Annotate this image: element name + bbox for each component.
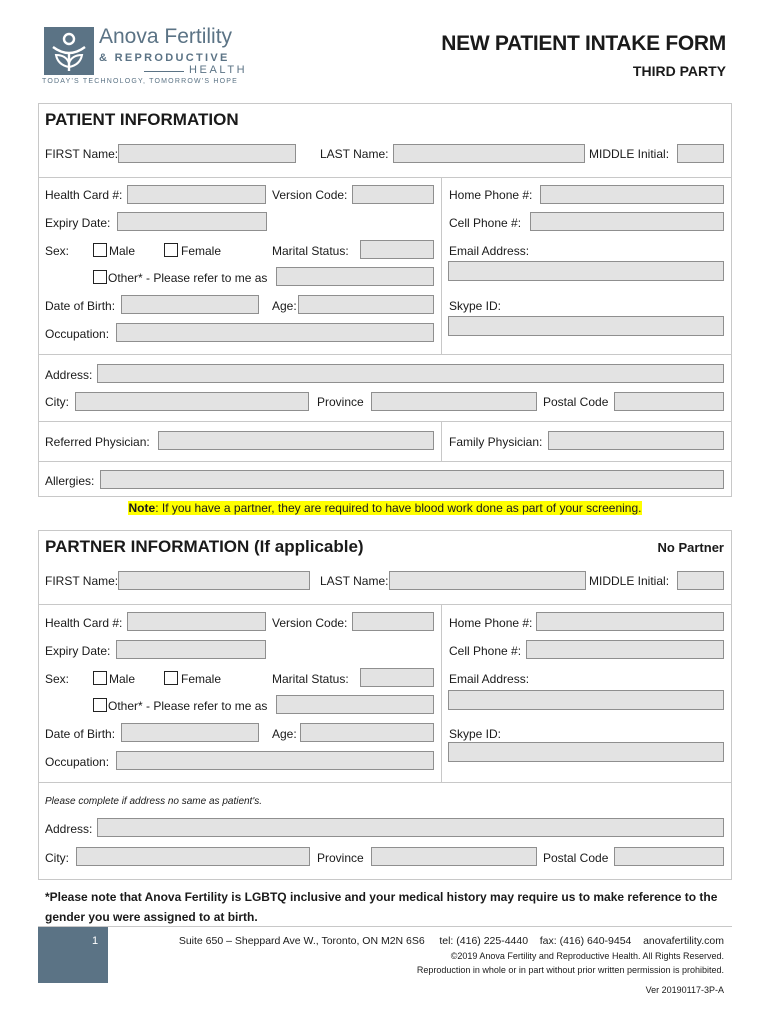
partner-cell-phone-label: Cell Phone #: (449, 644, 522, 658)
patient-age-field[interactable] (298, 295, 434, 314)
patient-sex-label: Sex: (45, 244, 70, 258)
lgbtq-disclaimer: *Please note that Anova Fertility is LGBTQ inclusive and your medical history may require us to make reference to the gender you were assigned to at birth. (45, 890, 718, 924)
partner-other-checkbox[interactable] (93, 698, 107, 712)
footer-copyright: ©2019 Anova Fertility and Reproductive Health. All Rights Reserved. (450, 951, 724, 961)
partner-address-label: Address: (45, 822, 93, 836)
patient-first-name-label: FIRST Name: (45, 147, 119, 161)
patient-home-phone-field[interactable] (540, 185, 724, 204)
partner-email-field[interactable] (448, 690, 724, 710)
patient-first-name-field[interactable] (118, 144, 296, 163)
patient-male-label: Male (109, 244, 136, 258)
partner-city-field[interactable] (76, 847, 310, 866)
divider (38, 604, 732, 605)
logo-rule (144, 71, 184, 72)
partner-middle-initial-label: MIDDLE Initial: (589, 574, 670, 588)
partner-age-field[interactable] (300, 723, 434, 742)
patient-province-label: Province (317, 395, 364, 409)
footer-version: Ver 20190117-3P-A (645, 985, 724, 995)
partner-version-code-label: Version Code: (272, 616, 348, 630)
patient-dob-field[interactable] (121, 295, 259, 314)
patient-family-field[interactable] (548, 431, 724, 450)
divider (38, 782, 732, 783)
partner-other-field[interactable] (276, 695, 434, 714)
partner-skype-field[interactable] (448, 742, 724, 762)
patient-heading: PATIENT INFORMATION (45, 110, 239, 129)
partner-postal-label: Postal Code (543, 851, 609, 865)
footer-reproduction: Reproduction in whole or in part without prior written permission is prohibited. (416, 965, 724, 975)
footer-tel: tel: (416) 225-4440 (439, 935, 529, 947)
patient-skype-label: Skype ID: (449, 299, 502, 313)
patient-allergies-label: Allergies: (45, 474, 95, 488)
footer-rule (38, 926, 732, 927)
divider (441, 177, 442, 354)
partner-city-label: City: (45, 851, 69, 865)
patient-last-name-field[interactable] (393, 144, 585, 163)
partner-occupation-field[interactable] (116, 751, 434, 770)
patient-version-code-field[interactable] (352, 185, 434, 204)
partner-male-checkbox[interactable] (93, 671, 107, 685)
partner-marital-label: Marital Status: (272, 672, 349, 686)
logo-icon (44, 27, 94, 75)
partner-home-phone-field[interactable] (536, 612, 724, 631)
patient-email-label: Email Address: (449, 244, 530, 258)
partner-age-label: Age: (272, 727, 297, 741)
patient-address-label: Address: (45, 368, 93, 382)
footer-fax: fax: (416) 640-9454 (539, 935, 632, 947)
partner-expiry-label: Expiry Date: (45, 644, 111, 658)
patient-health-card-field[interactable] (127, 185, 266, 204)
patient-marital-field[interactable] (360, 240, 434, 259)
patient-address-field[interactable] (97, 364, 724, 383)
partner-heading: PARTNER INFORMATION (If applicable) (45, 537, 364, 556)
partner-middle-initial-field[interactable] (677, 571, 724, 590)
partner-last-name-field[interactable] (389, 571, 586, 590)
partner-female-checkbox[interactable] (164, 671, 178, 685)
no-partner-label[interactable]: No Partner (657, 540, 724, 555)
divider (441, 604, 442, 782)
patient-family-label: Family Physician: (449, 435, 543, 449)
patient-other-label: Other* - Please refer to me as (108, 271, 268, 285)
patient-middle-initial-label: MIDDLE Initial: (589, 147, 670, 161)
footer-website[interactable]: anovafertility.com (643, 935, 724, 947)
partner-expiry-field[interactable] (116, 640, 266, 659)
logo-subtitle-1: & REPRODUCTIVE (99, 52, 230, 64)
logo-subtitle-2: HEALTH (189, 64, 248, 76)
patient-home-phone-label: Home Phone #: (449, 188, 533, 202)
partner-female-label: Female (181, 672, 222, 686)
partner-male-label: Male (109, 672, 136, 686)
partner-postal-field[interactable] (614, 847, 724, 866)
patient-other-checkbox[interactable] (93, 270, 107, 284)
logo-tagline: TODAY'S TECHNOLOGY, TOMORROW'S HOPE (42, 78, 238, 85)
partner-dob-field[interactable] (121, 723, 259, 742)
patient-referred-field[interactable] (158, 431, 434, 450)
partner-dob-label: Date of Birth: (45, 727, 116, 741)
logo-name: Anova Fertility (99, 25, 233, 48)
partner-province-field[interactable] (371, 847, 537, 866)
partner-cell-phone-field[interactable] (526, 640, 724, 659)
form-subtitle: THIRD PARTY (632, 63, 726, 79)
divider (38, 421, 732, 422)
patient-male-checkbox[interactable] (93, 243, 107, 257)
patient-middle-initial-field[interactable] (677, 144, 724, 163)
patient-city-field[interactable] (75, 392, 309, 411)
patient-dob-label: Date of Birth: (45, 299, 116, 313)
patient-female-label: Female (181, 244, 222, 258)
patient-email-field[interactable] (448, 261, 724, 281)
partner-skype-label: Skype ID: (449, 727, 502, 741)
patient-postal-field[interactable] (614, 392, 724, 411)
partner-province-label: Province (317, 851, 364, 865)
note-label: Note (128, 501, 156, 515)
patient-referred-label: Referred Physician: (45, 435, 150, 449)
patient-health-card-label: Health Card #: (45, 188, 123, 202)
patient-cell-phone-field[interactable] (530, 212, 724, 231)
partner-sex-label: Sex: (45, 672, 70, 686)
patient-occupation-label: Occupation: (45, 327, 110, 341)
logo (44, 27, 264, 89)
page-number: 1 (92, 935, 99, 947)
partner-address-note: Please complete if address no same as patient's. (45, 796, 263, 807)
partner-health-card-field[interactable] (127, 612, 266, 631)
partner-address-field[interactable] (97, 818, 724, 837)
patient-last-name-label: LAST Name: (320, 147, 389, 161)
divider (441, 421, 442, 461)
patient-version-code-label: Version Code: (272, 188, 348, 202)
patient-occupation-field[interactable] (116, 323, 434, 342)
patient-expiry-label: Expiry Date: (45, 216, 111, 230)
partner-first-name-label: FIRST Name: (45, 574, 119, 588)
partner-first-name-field[interactable] (118, 571, 310, 590)
divider (38, 177, 732, 178)
footer-contact (179, 935, 724, 947)
partner-health-card-label: Health Card #: (45, 616, 123, 630)
divider (38, 461, 732, 462)
partner-last-name-label: LAST Name: (320, 574, 389, 588)
patient-female-checkbox[interactable] (164, 243, 178, 257)
divider (38, 354, 732, 355)
patient-skype-field[interactable] (448, 316, 724, 336)
patient-age-label: Age: (272, 299, 297, 313)
partner-other-label: Other* - Please refer to me as (108, 699, 268, 713)
patient-expiry-field[interactable] (117, 212, 267, 231)
form-title: NEW PATIENT INTAKE FORM (441, 32, 726, 55)
partner-marital-field[interactable] (360, 668, 434, 687)
partner-version-code-field[interactable] (352, 612, 434, 631)
patient-postal-label: Postal Code (543, 395, 609, 409)
footer-address: Suite 650 – Sheppard Ave W., Toronto, ON M2N 6S6 (178, 935, 425, 947)
patient-city-label: City: (45, 395, 69, 409)
note-text: : If you have a partner, they are required to have blood work done as part of your screening. (155, 501, 642, 515)
partner-note (0, 501, 770, 515)
patient-marital-label: Marital Status: (272, 244, 349, 258)
note-highlight (128, 501, 643, 515)
partner-occupation-label: Occupation: (45, 755, 110, 769)
partner-home-phone-label: Home Phone #: (449, 616, 533, 630)
patient-allergies-field[interactable] (100, 470, 724, 489)
patient-other-field[interactable] (276, 267, 434, 286)
patient-cell-phone-label: Cell Phone #: (449, 216, 522, 230)
patient-province-field[interactable] (371, 392, 537, 411)
partner-email-label: Email Address: (449, 672, 530, 686)
